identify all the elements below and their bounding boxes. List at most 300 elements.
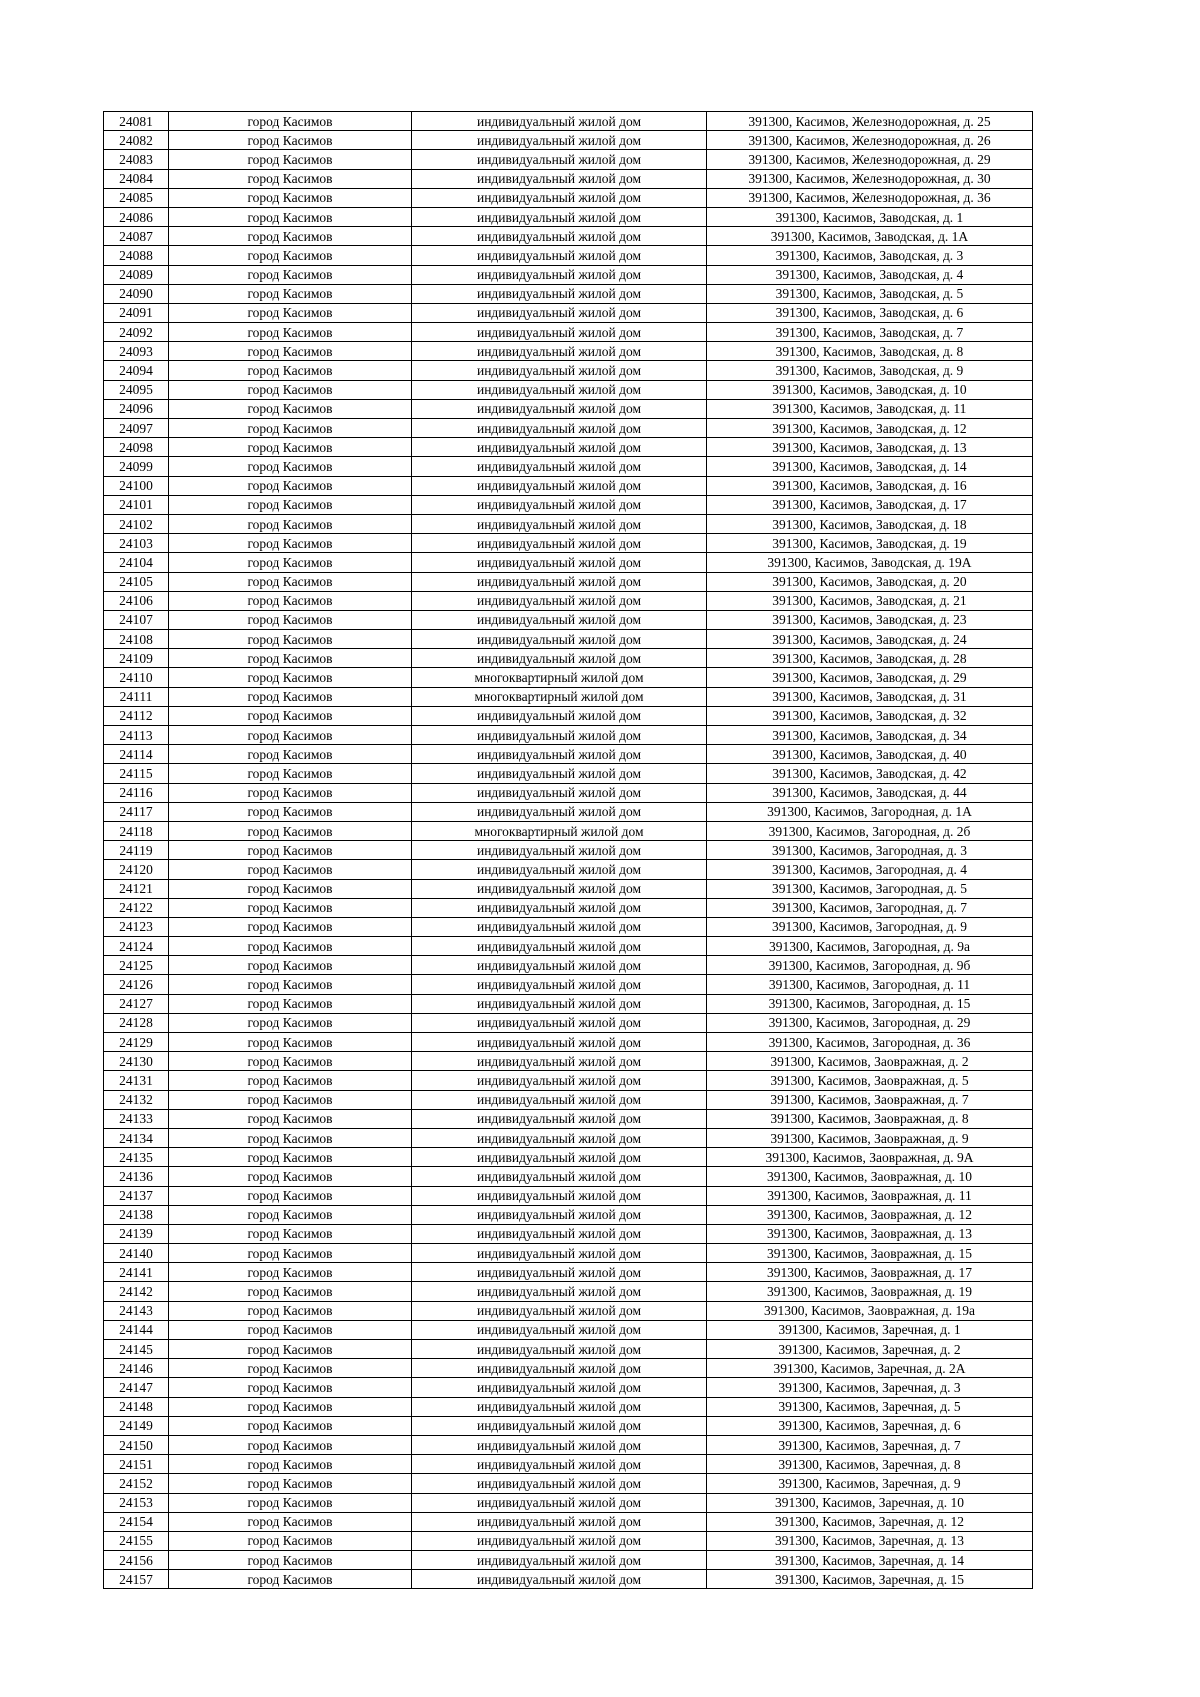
address-cell: 391300, Касимов, Заводская, д. 20 (707, 572, 1033, 591)
building-type-cell: индивидуальный жилой дом (412, 1416, 707, 1435)
table-row (104, 514, 1033, 533)
table-row (104, 188, 1033, 207)
table-row (104, 284, 1033, 303)
row-number-cell: 24088 (104, 246, 169, 265)
address-cell: 391300, Касимов, Заводская, д. 24 (707, 630, 1033, 649)
building-type-cell: индивидуальный жилой дом (412, 1435, 707, 1454)
building-type-cell: индивидуальный жилой дом (412, 1378, 707, 1397)
building-type-cell: индивидуальный жилой дом (412, 323, 707, 342)
locality-cell: город Касимов (169, 1186, 412, 1205)
address-cell: 391300, Касимов, Железнодорожная, д. 36 (707, 188, 1033, 207)
locality-cell: город Касимов (169, 649, 412, 668)
locality-cell: город Касимов (169, 534, 412, 553)
row-number-cell: 24117 (104, 802, 169, 821)
building-type-cell: индивидуальный жилой дом (412, 764, 707, 783)
locality-cell: город Касимов (169, 1340, 412, 1359)
table-row (104, 495, 1033, 514)
locality-cell: город Касимов (169, 303, 412, 322)
building-type-cell: индивидуальный жилой дом (412, 188, 707, 207)
row-number-cell: 24106 (104, 591, 169, 610)
building-type-cell: индивидуальный жилой дом (412, 1320, 707, 1339)
address-cell: 391300, Касимов, Заводская, д. 17 (707, 495, 1033, 514)
locality-cell: город Касимов (169, 150, 412, 169)
row-number-cell: 24127 (104, 994, 169, 1013)
row-number-cell: 24143 (104, 1301, 169, 1320)
address-cell: 391300, Касимов, Заводская, д. 10 (707, 380, 1033, 399)
locality-cell: город Касимов (169, 706, 412, 725)
locality-cell: город Касимов (169, 495, 412, 514)
registry-table (103, 111, 1033, 1589)
row-number-cell: 24116 (104, 783, 169, 802)
table-row (104, 956, 1033, 975)
building-type-cell: индивидуальный жилой дом (412, 1282, 707, 1301)
building-type-cell: индивидуальный жилой дом (412, 1224, 707, 1243)
row-number-cell: 24107 (104, 610, 169, 629)
building-type-cell: индивидуальный жилой дом (412, 1397, 707, 1416)
locality-cell: город Касимов (169, 1167, 412, 1186)
table-row (104, 841, 1033, 860)
row-number-cell: 24089 (104, 265, 169, 284)
table-row (104, 246, 1033, 265)
row-number-cell: 24156 (104, 1551, 169, 1570)
address-cell: 391300, Касимов, Заводская, д. 14 (707, 457, 1033, 476)
locality-cell: город Касимов (169, 1224, 412, 1243)
table-row (104, 1474, 1033, 1493)
locality-cell: город Касимов (169, 860, 412, 879)
table-row (104, 1359, 1033, 1378)
row-number-cell: 24100 (104, 476, 169, 495)
locality-cell: город Касимов (169, 1359, 412, 1378)
table-row (104, 438, 1033, 457)
address-cell: 391300, Касимов, Заводская, д. 13 (707, 438, 1033, 457)
table-row (104, 1244, 1033, 1263)
locality-cell: город Касимов (169, 610, 412, 629)
building-type-cell: многоквартирный жилой дом (412, 668, 707, 687)
address-cell: 391300, Касимов, Загородная, д. 2б (707, 821, 1033, 840)
building-type-cell: индивидуальный жилой дом (412, 1167, 707, 1186)
building-type-cell: индивидуальный жилой дом (412, 879, 707, 898)
building-type-cell: индивидуальный жилой дом (412, 745, 707, 764)
building-type-cell: индивидуальный жилой дом (412, 131, 707, 150)
table-row (104, 1013, 1033, 1032)
row-number-cell: 24145 (104, 1340, 169, 1359)
row-number-cell: 24138 (104, 1205, 169, 1224)
locality-cell: город Касимов (169, 1263, 412, 1282)
row-number-cell: 24115 (104, 764, 169, 783)
table-row (104, 1224, 1033, 1243)
address-cell: 391300, Касимов, Заовражная, д. 11 (707, 1186, 1033, 1205)
row-number-cell: 24121 (104, 879, 169, 898)
row-number-cell: 24122 (104, 898, 169, 917)
row-number-cell: 24154 (104, 1512, 169, 1531)
row-number-cell: 24114 (104, 745, 169, 764)
row-number-cell: 24109 (104, 649, 169, 668)
row-number-cell: 24130 (104, 1052, 169, 1071)
address-cell: 391300, Касимов, Заречная, д. 8 (707, 1455, 1033, 1474)
table-row (104, 1340, 1033, 1359)
locality-cell: город Касимов (169, 1244, 412, 1263)
locality-cell: город Касимов (169, 361, 412, 380)
building-type-cell: многоквартирный жилой дом (412, 821, 707, 840)
row-number-cell: 24141 (104, 1263, 169, 1282)
locality-cell: город Касимов (169, 764, 412, 783)
table-row (104, 1071, 1033, 1090)
address-cell: 391300, Касимов, Загородная, д. 36 (707, 1033, 1033, 1052)
locality-cell: город Касимов (169, 802, 412, 821)
table-row (104, 323, 1033, 342)
address-cell: 391300, Касимов, Заовражная, д. 19а (707, 1301, 1033, 1320)
row-number-cell: 24132 (104, 1090, 169, 1109)
row-number-cell: 24113 (104, 726, 169, 745)
row-number-cell: 24142 (104, 1282, 169, 1301)
building-type-cell: индивидуальный жилой дом (412, 726, 707, 745)
address-cell: 391300, Касимов, Загородная, д. 11 (707, 975, 1033, 994)
locality-cell: город Касимов (169, 591, 412, 610)
row-number-cell: 24134 (104, 1128, 169, 1147)
table-row (104, 1416, 1033, 1435)
building-type-cell: индивидуальный жилой дом (412, 1013, 707, 1032)
locality-cell: город Касимов (169, 1301, 412, 1320)
row-number-cell: 24099 (104, 457, 169, 476)
table-row (104, 1455, 1033, 1474)
row-number-cell: 24150 (104, 1435, 169, 1454)
building-type-cell: индивидуальный жилой дом (412, 514, 707, 533)
building-type-cell: индивидуальный жилой дом (412, 1128, 707, 1147)
row-number-cell: 24147 (104, 1378, 169, 1397)
address-cell: 391300, Касимов, Загородная, д. 9а (707, 937, 1033, 956)
building-type-cell: индивидуальный жилой дом (412, 1474, 707, 1493)
table-row (104, 380, 1033, 399)
table-row (104, 783, 1033, 802)
table-row (104, 764, 1033, 783)
registry-table-body (104, 112, 1033, 1589)
table-row (104, 591, 1033, 610)
locality-cell: город Касимов (169, 1570, 412, 1589)
locality-cell: город Касимов (169, 1013, 412, 1032)
row-number-cell: 24135 (104, 1148, 169, 1167)
address-cell: 391300, Касимов, Заводская, д. 3 (707, 246, 1033, 265)
row-number-cell: 24101 (104, 495, 169, 514)
address-cell: 391300, Касимов, Заводская, д. 29 (707, 668, 1033, 687)
address-cell: 391300, Касимов, Заовражная, д. 13 (707, 1224, 1033, 1243)
table-row (104, 169, 1033, 188)
table-row (104, 1052, 1033, 1071)
table-row (104, 1128, 1033, 1147)
locality-cell: город Касимов (169, 265, 412, 284)
table-row (104, 1301, 1033, 1320)
building-type-cell: индивидуальный жилой дом (412, 419, 707, 438)
building-type-cell: индивидуальный жилой дом (412, 361, 707, 380)
row-number-cell: 24096 (104, 399, 169, 418)
row-number-cell: 24103 (104, 534, 169, 553)
table-row (104, 975, 1033, 994)
table-row (104, 610, 1033, 629)
address-cell: 391300, Касимов, Заречная, д. 2 (707, 1340, 1033, 1359)
address-cell: 391300, Касимов, Заовражная, д. 9А (707, 1148, 1033, 1167)
row-number-cell: 24111 (104, 687, 169, 706)
locality-cell: город Касимов (169, 131, 412, 150)
address-cell: 391300, Касимов, Заводская, д. 19 (707, 534, 1033, 553)
building-type-cell: индивидуальный жилой дом (412, 591, 707, 610)
building-type-cell: индивидуальный жилой дом (412, 860, 707, 879)
address-cell: 391300, Касимов, Заовражная, д. 5 (707, 1071, 1033, 1090)
building-type-cell: индивидуальный жилой дом (412, 457, 707, 476)
row-number-cell: 24144 (104, 1320, 169, 1339)
address-cell: 391300, Касимов, Заовражная, д. 9 (707, 1128, 1033, 1147)
row-number-cell: 24131 (104, 1071, 169, 1090)
address-cell: 391300, Касимов, Заречная, д. 7 (707, 1435, 1033, 1454)
table-row (104, 821, 1033, 840)
locality-cell: город Касимов (169, 514, 412, 533)
address-cell: 391300, Касимов, Заводская, д. 9 (707, 361, 1033, 380)
row-number-cell: 24120 (104, 860, 169, 879)
row-number-cell: 24133 (104, 1109, 169, 1128)
building-type-cell: индивидуальный жилой дом (412, 1340, 707, 1359)
building-type-cell: индивидуальный жилой дом (412, 1512, 707, 1531)
locality-cell: город Касимов (169, 457, 412, 476)
table-row (104, 227, 1033, 246)
row-number-cell: 24083 (104, 150, 169, 169)
table-row (104, 1109, 1033, 1128)
building-type-cell: индивидуальный жилой дом (412, 227, 707, 246)
building-type-cell: индивидуальный жилой дом (412, 284, 707, 303)
address-cell: 391300, Касимов, Заводская, д. 19А (707, 553, 1033, 572)
locality-cell: город Касимов (169, 207, 412, 226)
row-number-cell: 24087 (104, 227, 169, 246)
address-cell: 391300, Касимов, Заречная, д. 1 (707, 1320, 1033, 1339)
address-cell: 391300, Касимов, Заводская, д. 4 (707, 265, 1033, 284)
building-type-cell: индивидуальный жилой дом (412, 1455, 707, 1474)
table-row (104, 1205, 1033, 1224)
address-cell: 391300, Касимов, Заовражная, д. 15 (707, 1244, 1033, 1263)
address-cell: 391300, Касимов, Загородная, д. 7 (707, 898, 1033, 917)
table-row (104, 994, 1033, 1013)
row-number-cell: 24082 (104, 131, 169, 150)
address-cell: 391300, Касимов, Заводская, д. 21 (707, 591, 1033, 610)
table-row (104, 361, 1033, 380)
address-cell: 391300, Касимов, Заводская, д. 6 (707, 303, 1033, 322)
building-type-cell: индивидуальный жилой дом (412, 1109, 707, 1128)
address-cell: 391300, Касимов, Заовражная, д. 8 (707, 1109, 1033, 1128)
locality-cell: город Касимов (169, 1474, 412, 1493)
row-number-cell: 24125 (104, 956, 169, 975)
table-row (104, 1435, 1033, 1454)
row-number-cell: 24123 (104, 917, 169, 936)
address-cell: 391300, Касимов, Заовражная, д. 17 (707, 1263, 1033, 1282)
table-row (104, 1033, 1033, 1052)
locality-cell: город Касимов (169, 975, 412, 994)
row-number-cell: 24148 (104, 1397, 169, 1416)
row-number-cell: 24098 (104, 438, 169, 457)
locality-cell: город Касимов (169, 1052, 412, 1071)
address-cell: 391300, Касимов, Загородная, д. 5 (707, 879, 1033, 898)
building-type-cell: индивидуальный жилой дом (412, 956, 707, 975)
locality-cell: город Касимов (169, 188, 412, 207)
address-cell: 391300, Касимов, Загородная, д. 3 (707, 841, 1033, 860)
building-type-cell: индивидуальный жилой дом (412, 1244, 707, 1263)
address-cell: 391300, Касимов, Заречная, д. 9 (707, 1474, 1033, 1493)
table-row (104, 1570, 1033, 1589)
table-row (104, 1282, 1033, 1301)
building-type-cell: индивидуальный жилой дом (412, 649, 707, 668)
row-number-cell: 24085 (104, 188, 169, 207)
locality-cell: город Касимов (169, 745, 412, 764)
building-type-cell: индивидуальный жилой дом (412, 1551, 707, 1570)
building-type-cell: индивидуальный жилой дом (412, 169, 707, 188)
locality-cell: город Касимов (169, 917, 412, 936)
address-cell: 391300, Касимов, Загородная, д. 9б (707, 956, 1033, 975)
building-type-cell: индивидуальный жилой дом (412, 495, 707, 514)
row-number-cell: 24093 (104, 342, 169, 361)
table-row (104, 1263, 1033, 1282)
row-number-cell: 24094 (104, 361, 169, 380)
building-type-cell: индивидуальный жилой дом (412, 802, 707, 821)
row-number-cell: 24110 (104, 668, 169, 687)
locality-cell: город Касимов (169, 1435, 412, 1454)
row-number-cell: 24084 (104, 169, 169, 188)
table-row (104, 476, 1033, 495)
row-number-cell: 24118 (104, 821, 169, 840)
row-number-cell: 24095 (104, 380, 169, 399)
table-row (104, 534, 1033, 553)
row-number-cell: 24102 (104, 514, 169, 533)
address-cell: 391300, Касимов, Заводская, д. 12 (707, 419, 1033, 438)
table-row (104, 572, 1033, 591)
table-row (104, 1531, 1033, 1550)
locality-cell: город Касимов (169, 841, 412, 860)
locality-cell: город Касимов (169, 726, 412, 745)
row-number-cell: 24112 (104, 706, 169, 725)
address-cell: 391300, Касимов, Заводская, д. 18 (707, 514, 1033, 533)
address-cell: 391300, Касимов, Железнодорожная, д. 30 (707, 169, 1033, 188)
building-type-cell: индивидуальный жилой дом (412, 1359, 707, 1378)
building-type-cell: индивидуальный жилой дом (412, 207, 707, 226)
table-row (104, 917, 1033, 936)
row-number-cell: 24136 (104, 1167, 169, 1186)
building-type-cell: индивидуальный жилой дом (412, 150, 707, 169)
locality-cell: город Касимов (169, 821, 412, 840)
address-cell: 391300, Касимов, Заводская, д. 8 (707, 342, 1033, 361)
building-type-cell: индивидуальный жилой дом (412, 1186, 707, 1205)
address-cell: 391300, Касимов, Заречная, д. 13 (707, 1531, 1033, 1550)
row-number-cell: 24097 (104, 419, 169, 438)
locality-cell: город Касимов (169, 169, 412, 188)
address-cell: 391300, Касимов, Заречная, д. 2А (707, 1359, 1033, 1378)
table-row (104, 937, 1033, 956)
address-cell: 391300, Касимов, Заречная, д. 15 (707, 1570, 1033, 1589)
locality-cell: город Касимов (169, 879, 412, 898)
address-cell: 391300, Касимов, Заовражная, д. 2 (707, 1052, 1033, 1071)
address-cell: 391300, Касимов, Заводская, д. 1 (707, 207, 1033, 226)
building-type-cell: индивидуальный жилой дом (412, 1033, 707, 1052)
table-row (104, 131, 1033, 150)
table-row (104, 1186, 1033, 1205)
building-type-cell: индивидуальный жилой дом (412, 1090, 707, 1109)
building-type-cell: индивидуальный жилой дом (412, 841, 707, 860)
building-type-cell: индивидуальный жилой дом (412, 1570, 707, 1589)
address-cell: 391300, Касимов, Заводская, д. 23 (707, 610, 1033, 629)
address-cell: 391300, Касимов, Заводская, д. 28 (707, 649, 1033, 668)
locality-cell: город Касимов (169, 1128, 412, 1147)
building-type-cell: индивидуальный жилой дом (412, 937, 707, 956)
building-type-cell: индивидуальный жилой дом (412, 610, 707, 629)
table-row (104, 1090, 1033, 1109)
locality-cell: город Касимов (169, 1455, 412, 1474)
building-type-cell: индивидуальный жилой дом (412, 1148, 707, 1167)
locality-cell: город Касимов (169, 419, 412, 438)
locality-cell: город Касимов (169, 687, 412, 706)
row-number-cell: 24090 (104, 284, 169, 303)
table-row (104, 726, 1033, 745)
address-cell: 391300, Касимов, Заречная, д. 14 (707, 1551, 1033, 1570)
row-number-cell: 24104 (104, 553, 169, 572)
address-cell: 391300, Касимов, Заречная, д. 3 (707, 1378, 1033, 1397)
address-cell: 391300, Касимов, Железнодорожная, д. 25 (707, 112, 1033, 131)
table-row (104, 342, 1033, 361)
address-cell: 391300, Касимов, Заводская, д. 34 (707, 726, 1033, 745)
table-row (104, 457, 1033, 476)
table-row (104, 898, 1033, 917)
row-number-cell: 24139 (104, 1224, 169, 1243)
row-number-cell: 24128 (104, 1013, 169, 1032)
locality-cell: город Касимов (169, 323, 412, 342)
locality-cell: город Касимов (169, 399, 412, 418)
building-type-cell: индивидуальный жилой дом (412, 1301, 707, 1320)
row-number-cell: 24126 (104, 975, 169, 994)
locality-cell: город Касимов (169, 1109, 412, 1128)
address-cell: 391300, Касимов, Загородная, д. 9 (707, 917, 1033, 936)
locality-cell: город Касимов (169, 227, 412, 246)
row-number-cell: 24081 (104, 112, 169, 131)
address-cell: 391300, Касимов, Заводская, д. 40 (707, 745, 1033, 764)
building-type-cell: индивидуальный жилой дом (412, 706, 707, 725)
locality-cell: город Касимов (169, 284, 412, 303)
table-row (104, 1551, 1033, 1570)
address-cell: 391300, Касимов, Железнодорожная, д. 29 (707, 150, 1033, 169)
table-row (104, 303, 1033, 322)
address-cell: 391300, Касимов, Заводская, д. 42 (707, 764, 1033, 783)
building-type-cell: индивидуальный жилой дом (412, 1263, 707, 1282)
building-type-cell: многоквартирный жилой дом (412, 687, 707, 706)
row-number-cell: 24105 (104, 572, 169, 591)
address-cell: 391300, Касимов, Заводская, д. 32 (707, 706, 1033, 725)
row-number-cell: 24092 (104, 323, 169, 342)
building-type-cell: индивидуальный жилой дом (412, 342, 707, 361)
building-type-cell: индивидуальный жилой дом (412, 534, 707, 553)
table-row (104, 399, 1033, 418)
locality-cell: город Касимов (169, 956, 412, 975)
address-cell: 391300, Касимов, Заовражная, д. 10 (707, 1167, 1033, 1186)
locality-cell: город Касимов (169, 1282, 412, 1301)
building-type-cell: индивидуальный жилой дом (412, 994, 707, 1013)
building-type-cell: индивидуальный жилой дом (412, 572, 707, 591)
table-row (104, 649, 1033, 668)
building-type-cell: индивидуальный жилой дом (412, 246, 707, 265)
address-cell: 391300, Касимов, Загородная, д. 15 (707, 994, 1033, 1013)
table-row (104, 553, 1033, 572)
table-row (104, 668, 1033, 687)
table-row (104, 802, 1033, 821)
building-type-cell: индивидуальный жилой дом (412, 303, 707, 322)
locality-cell: город Касимов (169, 1416, 412, 1435)
table-row (104, 860, 1033, 879)
table-row (104, 419, 1033, 438)
address-cell: 391300, Касимов, Загородная, д. 29 (707, 1013, 1033, 1032)
row-number-cell: 24149 (104, 1416, 169, 1435)
table-row (104, 687, 1033, 706)
row-number-cell: 24155 (104, 1531, 169, 1550)
address-cell: 391300, Касимов, Заводская, д. 31 (707, 687, 1033, 706)
